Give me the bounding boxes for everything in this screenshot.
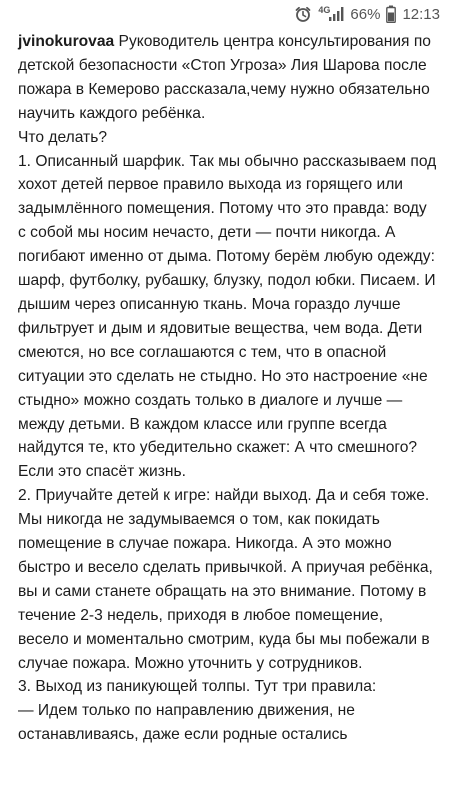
- alarm-icon: [294, 5, 312, 23]
- post-paragraph: Что делать?: [18, 128, 107, 146]
- post-paragraph: — Идем только по направлению движения, не останавливаясь, даже если родные остались: [18, 702, 355, 744]
- post-username[interactable]: jvinokurovaa: [18, 33, 115, 50]
- post-paragraph: 1. Описанный шарфик. Так мы обычно рассказываем под хохот детей первое правило выхода из горящего или задымлённого помещения. Потому что это правда: воду с собой мы носим нечасто, дети — почти никогда. А погибают именно от дыма. Потому берём любую одежду: шарф, футболку, рубашку, блузку, подол юбки. Писаем. И дышим через описанную ткань. Моча гораздо лучше фильтрует и дым и ядовитые вещества, чем вода. Дети смеются, но все соглашаются с тем, что в опасной ситуации это сделать не стыдно. Но это настроение «не стыдно» можно создать только в диалоге и лучше — между детьми. В каждом классе или группе всегда найдутся те, кто убедительно скажет: А что смешного? Если это спасёт жизнь.: [18, 152, 437, 481]
- signal-icon: [328, 6, 344, 22]
- status-bar: [0, 0, 450, 28]
- post-paragraph: 3. Выход из паникующей толпы. Тут три правила:: [18, 678, 377, 696]
- network-indicator: [318, 6, 344, 22]
- post-body: [18, 30, 438, 747]
- post-paragraph: Руководитель центра консультирования по детской безопасности «Стоп Угроза» Лия Шарова после пожара в Кемерово рассказала,чему нужно обязательно научить каждого ребёнка.: [18, 33, 431, 122]
- network-type-label: 4G: [318, 4, 331, 15]
- battery-percent: 66%: [350, 5, 381, 23]
- post-intro: [18, 30, 438, 126]
- clock: 12:13: [402, 5, 440, 23]
- battery-icon: [386, 5, 396, 23]
- post-paragraph: 2. Приучайте детей к игре: найди выход. Да и себя тоже. Мы никогда не задумываемся о том, как покидать помещение в случае пожара. Никогда. А это можно быстро и весело сделать привычкой. А приучая ребёнка, вы и сами станете обращать на это внимание. Потому в течение 2-3 недель, приходя в любое помещение, весело и моментально смотрим, куда бы мы побежали в случае пожара. Можно уточнить у сотрудников.: [18, 487, 433, 672]
